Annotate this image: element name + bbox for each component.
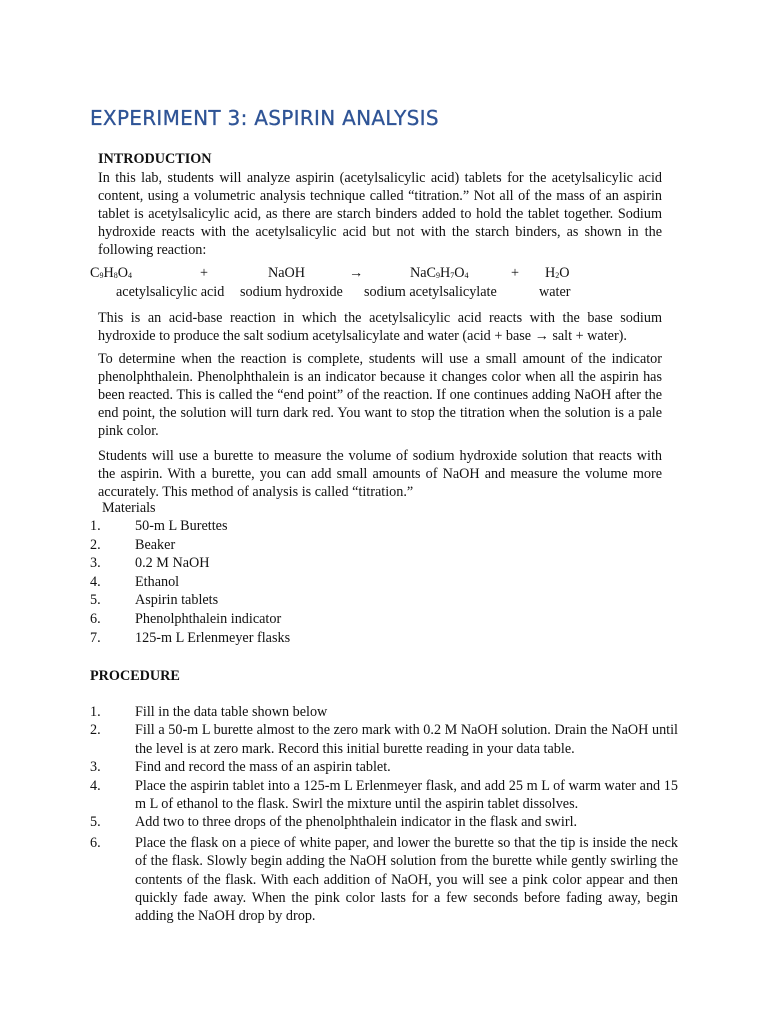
intro-paragraph-3: To determine when the reaction is complete, students will use a small amount of the indicator phenolphthalein. Phenolphthalein is an indicator because it changes color when all the aspirin has been reacted. This is called the “end point” of the reaction. If one continues adding NaOH after the end point, the solution will turn dark red. You want to stop the titration when the solution is a pale pink color. xyxy=(98,351,662,439)
plus-sign: + xyxy=(511,265,520,281)
list-item: 7. 125-m L Erlenmeyer flasks xyxy=(90,629,291,646)
list-item: 3. 0.2 M NaOH xyxy=(90,555,210,572)
product1-name: sodium acetylsalicylate xyxy=(364,284,497,300)
procedure-heading: PROCEDURE xyxy=(90,668,180,684)
list-item: 1. Fill in the data table shown below xyxy=(90,704,328,720)
list-item: 6. Phenolphthalein indicator xyxy=(90,610,282,627)
list-item: 4. Ethanol xyxy=(90,573,180,590)
list-item: 5. Aspirin tablets xyxy=(90,592,219,609)
procedure-list xyxy=(90,703,678,926)
intro-paragraph-4: Students will use a burette to measure the volume of sodium hydroxide solution that reacts with the aspirin. With a burette, you can add small amounts of NaOH and measure the volume more accurately. This method of analysis is called “titration.” xyxy=(98,448,662,500)
introduction-heading: INTRODUCTION xyxy=(98,151,212,167)
reaction-arrow: → xyxy=(349,265,364,281)
list-item: 3. Find and record the mass of an aspirin tablet. xyxy=(90,759,391,776)
list-item: 5. Add two to three drops of the phenolphthalein indicator in the flask and swirl. xyxy=(90,814,578,831)
list-item: 6. Place the flask on a piece of white paper, and lower the burette so that the tip is inside the neck of the flask. Slowly begin adding the NaOH solution from the burette while gently swirling the contents of the flask. With each addition of NaOH, you will see a pink color appear and then quickly fade away. When the pink color lasts for a few seconds before fading away, begin adding the NaOH drop by drop. xyxy=(90,834,678,925)
product1-formula: $NaC_9H_7O_4$ xyxy=(410,265,469,281)
page-title: EXPERIMENT 3: ASPIRIN ANALYSIS xyxy=(90,106,439,130)
materials-heading: Materials xyxy=(102,500,156,516)
list-item: 2. Beaker xyxy=(90,536,176,553)
plus-sign: + xyxy=(200,265,209,281)
product2-formula: $H_2O$ xyxy=(545,265,570,281)
reactant1-name: acetylsalicylic acid xyxy=(116,284,225,300)
product2-name: water xyxy=(539,284,571,300)
reactant2-formula: NaOH xyxy=(268,265,306,281)
list-item: 4. Place the aspirin tablet into a 125-m L Erlenmeyer flask, and add 25 m L of warm water and 15 m L of ethanol to the flask. Swirl the mixture until the aspirin tablet dissolves. xyxy=(90,777,678,813)
intro-paragraph-2: This is an acid-base reaction in which the acetylsalicylic acid reacts with the base sodium hydroxide to produce the salt sodium acetylsalicylate and water (acid + base → salt + water). xyxy=(98,310,662,344)
intro-paragraph-1: In this lab, students will analyze aspirin (acetylsalicylic acid) tablets for the acetylsalicylic acid content, using a volumetric analysis technique called “titration.” Not all of the mass of an aspirin tablet is acetylsalicylic acid, as there are starch binders added to hold the tablet together. Sodium hydroxide reacts with the acetylsalicylic acid but not with the starch binders, as shown in the following reaction: xyxy=(98,170,662,258)
list-item: 2. Fill a 50-m L burette almost to the zero mark with 0.2 M NaOH solution. Drain the NaOH until the level is at zero mark. Record this initial burette reading in your data table. xyxy=(90,722,678,757)
reactant2-name: sodium hydroxide xyxy=(240,284,343,300)
reactant1-formula: $C_9H_8O_4$ xyxy=(90,265,132,281)
list-item: 1. 50-m L Burettes xyxy=(90,518,228,534)
materials-list xyxy=(90,517,678,647)
